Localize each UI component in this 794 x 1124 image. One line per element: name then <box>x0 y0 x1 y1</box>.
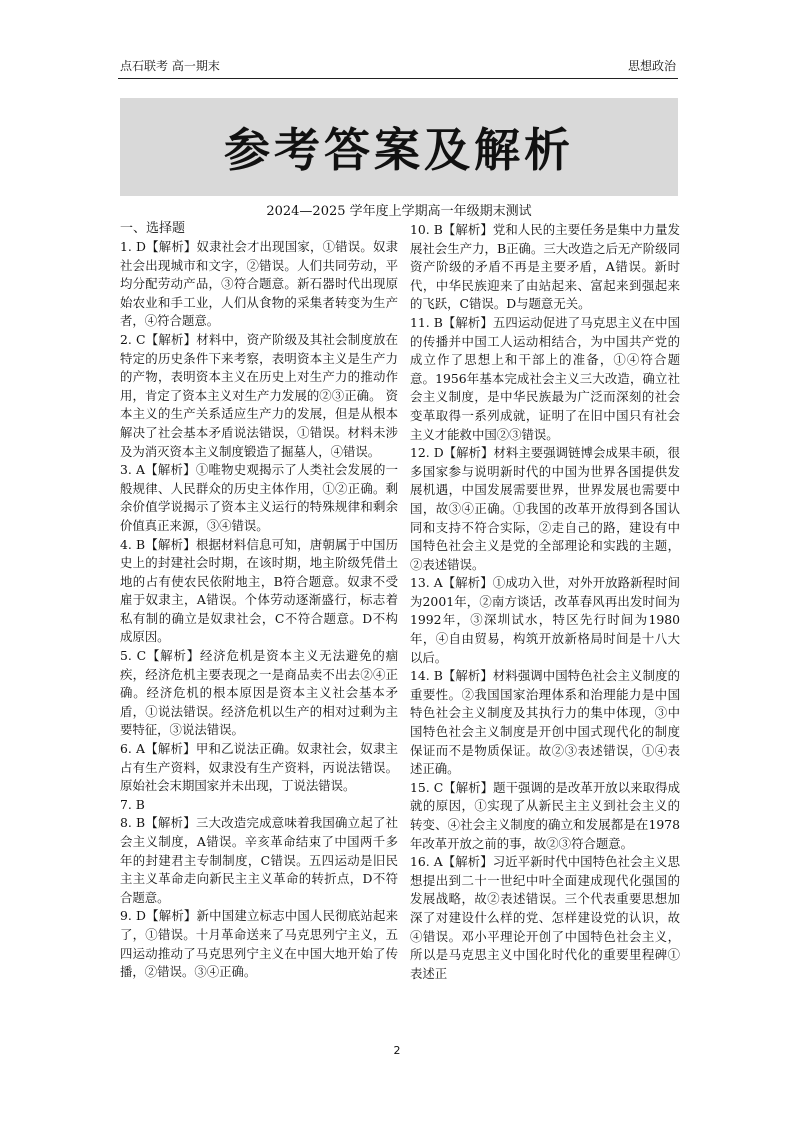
answer-item: 1. D【解析】奴隶社会才出现国家，①错误。奴隶社会出现城市和文字，②错误。人们共同劳动，平均分配劳动产品，③符合题意。新石器时代出现原始农业和手工业，人们从食物的采集者转变为生产者，④符合题意。 <box>120 239 398 329</box>
header-left-text: 点石联考 高一期末 <box>120 59 220 73</box>
exam-title: 2024—2025 学年度上学期高一年级期末测试 <box>266 204 532 219</box>
answers-right-column <box>410 221 680 983</box>
answer-item: 4. B【解析】根据材料信息可知，唐朝属于中国历史上的封建社会时期，在该时期，地主阶级凭借土地的占有使农民依附地主，B符合题意。奴隶不受雇于奴隶主，A错误。个体劳动逐渐盛行，标志着私有制的确立是奴隶社会，C不符合题意。D不构成原因。 <box>120 536 398 645</box>
answer-item: 8. B【解析】三大改造完成意味着我国确立起了社会主义制度，A错误。辛亥革命结束了中国两千多年的封建君主专制制度，C错误。五四运动是旧民主主义革命走向新民主主义革命的转折点，D不符合题意。 <box>120 815 398 905</box>
answer-item: 11. B【解析】五四运动促进了马克思主义在中国的传播并中国工人运动相结合，为中国共产党的成立作了思想上和干部上的准备，①④符合题意。1956年基本完成社会主义三大改造，确立社会主义制度，是中华民族最为广泛而深刻的社会变革取得一系列成就，证明了在旧中国只有社会主义才能救中国②③错误。 <box>410 314 680 442</box>
answer-item: 12. D【解析】材料主要强调链博会成果丰硕，很多国家参与说明新时代的中国为世界各国提供发展机遇，中国发展需要世界，世界发展也需要中国，故③④正确。①我国的改革开放得到各国认同和支持不符合实际，②走自己的路，建设有中国特色社会主义是党的全部理论和实践的主题，②表述错误。 <box>410 445 680 572</box>
section-heading: 一、选择题 <box>120 221 186 236</box>
banner-title: 参考答案及解析 <box>224 123 574 177</box>
answer-item: 7. B <box>120 796 145 812</box>
title-banner <box>120 98 678 196</box>
answers-left-column <box>120 238 398 982</box>
answer-item: 10. B【解析】党和人民的主要任务是集中力量发展社会生产力，B正确。三大改造之后无产阶级同资产阶级的矛盾不再是主要矛盾，A错误。新时代，中华民族迎来了由站起来、富起来到强起来的飞跃，C错误。D与题意无关。 <box>410 222 680 312</box>
answer-item: 2. C【解析】材料中，资产阶级及其社会制度放在特定的历史条件下来考察，表明资本主义是生产力的产物，表明资本主义在历史上对生产力的推动作用，肯定了资本主义对生产力发展的②③正确。 资本主义的生产关系适应生产力的发展，但是从根本解决了社会基本矛盾说法错误，①错误。材料未涉及为消灭资本主义制度锻造了掘墓人，④错误。 <box>120 331 398 459</box>
header-subject: 思想政治 <box>627 59 676 73</box>
answer-item: 13. A【解析】①成功入世，对外开放路新程时间为2001年，②南方谈话，改革春风再出发时间为1992年，③深圳试水，特区先行时间为1980年，④自由贸易，构筑开放新格局时间是十八大以后。 <box>410 575 680 665</box>
answer-item: 3. A【解析】①唯物史观揭示了人类社会发展的一般规律、人民群众的历史主体作用，①②正确。剩余价值学说揭示了资本主义运行的特殊规律和剩余价值真正来源，③④错误。 <box>120 462 398 533</box>
answer-item: 16. A【解析】习近平新时代中国特色社会主义思想提出到二十一世纪中叶全面建成现代化强国的发展战略，故②表述错误。三个代表重要思想加深了对建设什么样的党、怎样建设党的认识，故④错误。邓小平理论开创了中国特色社会主义，所以是马克思主义中国化时代化的重要里程碑①表述正 <box>410 854 680 981</box>
answer-item: 6. A【解析】甲和乙说法正确。奴隶社会，奴隶主占有生产资料，奴隶没有生产资料，丙说法错误。原始社会末期国家并未出现，丁说法错误。 <box>120 741 398 794</box>
answer-item: 9. D【解析】新中国建立标志中国人民彻底站起来了，①错误。十月革命送来了马克思列宁主义，五四运动推动了马克思列宁主义在中国大地开始了传播，②错误。③④正确。 <box>120 908 398 980</box>
page-number: 2 <box>393 1044 401 1057</box>
answer-item: 14. B【解析】材料强调中国特色社会主义制度的重要性。②我国国家治理体系和治理能力是中国特色社会主义制度及其执行力的集中体现，③中国特色社会主义制度是开创中国式现代化的制度保证而不是物质保证。故②③表述错误，①④表述正确。 <box>410 668 680 777</box>
answer-item: 5. C【解析】经济危机是资本主义无法避免的痼疾，经济危机主要表现之一是商品卖不出去②④正确。经济危机的根本原因是资本主义社会基本矛盾，①说法错误。经济危机以生产的相对过剩为主要特征，③说法错误。 <box>120 648 398 738</box>
page-header <box>118 58 678 79</box>
answer-item: 15. C【解析】题干强调的是改革开放以来取得成就的原因，①实现了从新民主主义到社会主义的转变、④社会主义制度的确立和发展都是在1978年改革开放之前的事，故②③符合题意。 <box>410 779 680 851</box>
